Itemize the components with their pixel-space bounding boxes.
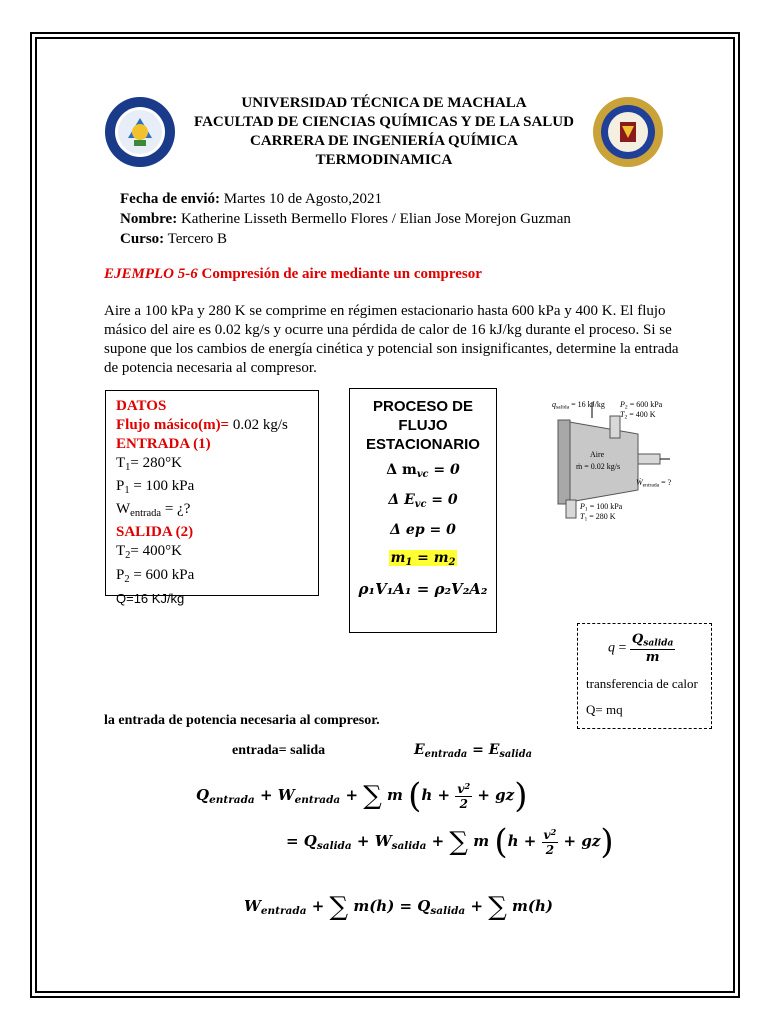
- career-name: CARRERA DE INGENIERÍA QUÍMICA: [250, 133, 518, 149]
- example-title: [104, 265, 704, 284]
- faculty-name: FACULTAD DE CIENCIAS QUÍMICAS Y DE LA SALUD: [194, 114, 574, 130]
- fig-p2-label: $P_2 = 600$ kPa: [620, 400, 663, 411]
- date-label: Fecha de envió:: [120, 191, 220, 207]
- name-label: Nombre:: [120, 211, 178, 227]
- q-formula: Q= mq: [586, 702, 623, 717]
- subject-name: TERMODINAMICA: [315, 152, 453, 168]
- university-name: UNIVERSIDAD TÉCNICA DE MACHALA: [241, 95, 527, 111]
- date-value: Martes 10 de Agosto,2021: [219, 191, 383, 207]
- fig-qout-label: $q_{salida} = 16$ kJ/kg: [552, 400, 605, 411]
- simplified-energy-eq: $W_{entrada}$ + ∑ $m(h) = Q_{salida}$ + ∑ m(h): [244, 892, 553, 922]
- q-row: Q=16 KJ/kg: [116, 590, 185, 606]
- page-header: [180, 94, 588, 170]
- energy-balance-eq: $E_{entrada} = E_{salida}$: [414, 742, 532, 760]
- example-title-text: Compresión de aire mediante un compresor: [197, 266, 482, 282]
- q-label: transferencia de calor: [586, 676, 698, 691]
- eq-mass: Δ $m_{vc} = 0$: [386, 462, 460, 480]
- fig-t1-label: $T_1 = 280$ K: [580, 512, 616, 523]
- solution-heading: la entrada de potencia necesaria al compresor.: [104, 713, 380, 728]
- flujo-value: 0.02 kg/s: [229, 417, 288, 433]
- university-logo: [104, 96, 176, 168]
- fig-win-label: Ẇ$_{entrada}$ = ?: [636, 478, 672, 489]
- document-info: [120, 190, 680, 249]
- problem-statement: Aire a 100 kPa y 280 K se comprime en régimen estacionario hasta 600 kPa y 400 K. El flujo másico del aire es 0.02 kg/s y ocurre una pérdida de calor de 16 kJ/kg durante el proceso. Si se supone que los cambios de energía cinética y potencial son insignificantes, determine la entrada de potencia necesaria al compresor.: [104, 303, 679, 376]
- name-value: Katherine Lisseth Bermello Flores / Elian Jose Morejon Guzman: [177, 211, 571, 227]
- example-number: EJEMPLO 5-6: [104, 266, 198, 282]
- t1-row: $T_1= 280^\circ K$: [116, 455, 182, 474]
- entrada-title: ENTRADA (1): [116, 436, 211, 452]
- general-energy-eq-lhs: $Q_{entrada} + W_{entrada}$ + ∑ m (h + $\frac{v^2}{2}$ + gz): [196, 776, 528, 816]
- course-value: Tercero B: [164, 231, 227, 247]
- eq-continuity: ρ₁V₁A₁ = ρ₂V₂A₂: [358, 579, 488, 598]
- fig-p1-label: $P_1 = 100$ kPa: [580, 502, 623, 513]
- fig-air-label: Aire: [590, 450, 605, 459]
- q-fraction: q = $\frac{Q_{salida}}{m}$: [608, 632, 674, 665]
- salida-title: SALIDA (2): [116, 524, 194, 541]
- w-row: $W_{entrada}$ = ¿?: [116, 501, 191, 520]
- p2-row: $P_2 = 600$ kPa: [116, 566, 195, 585]
- eq-mass-balance: $m_1 = m_2$: [390, 549, 456, 568]
- eq-ep: Δ ep = 0: [390, 521, 456, 538]
- datos-box: [105, 390, 319, 606]
- proceso-title: PROCESO DE FLUJO ESTACIONARIO: [366, 398, 480, 453]
- faculty-logo: [592, 96, 664, 168]
- datos-title: DATOS: [116, 398, 167, 414]
- fig-t2-label: $T_2 = 400$ K: [620, 410, 656, 421]
- proceso-box: [349, 388, 497, 633]
- course-label: Curso:: [120, 231, 165, 247]
- heat-transfer-box: [577, 623, 712, 729]
- flujo-label: Flujo másico(m)=: [116, 417, 230, 433]
- balance-words: entrada= salida: [232, 743, 326, 758]
- general-energy-eq-rhs: = $Q_{salida} + W_{salida}$ + ∑ m (h + $\frac{v^2}{2}$ + gz): [286, 822, 614, 862]
- compressor-figure: [550, 398, 690, 526]
- fig-mflow-label: ṁ = 0.02 kg/s: [576, 462, 621, 471]
- t2-row: $T_2= 400^\circ K$: [116, 543, 182, 562]
- p1-row: $P_1 = 100$ kPa: [116, 478, 195, 497]
- eq-energy: Δ $E_{vc} = 0$: [388, 491, 458, 510]
